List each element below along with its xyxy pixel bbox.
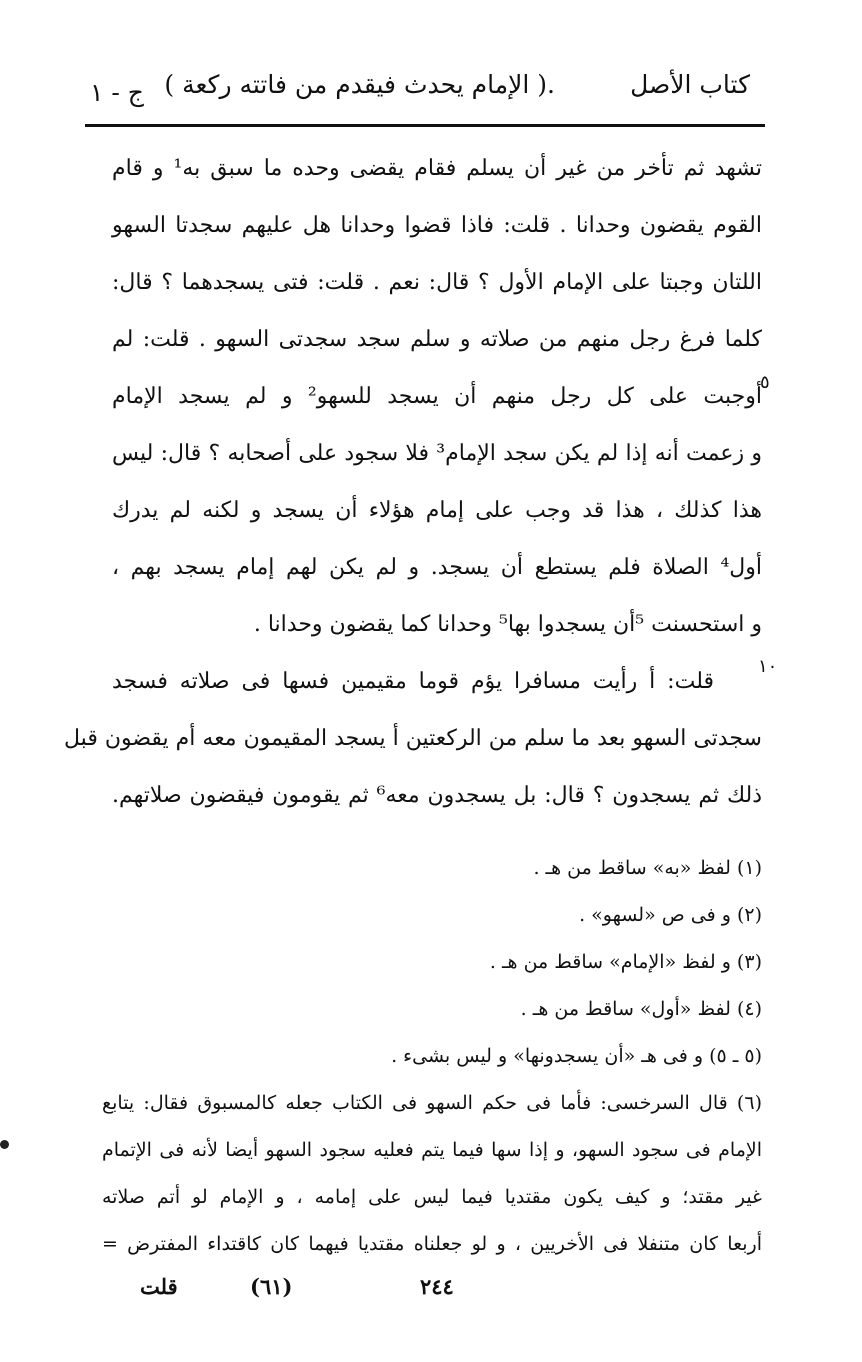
text-line: القوم يقضون وحدانا . قلت: فاذا قضوا وحدانا هل عليهم سجدتا السهو (112, 213, 762, 238)
line-number-5: ٥ (760, 372, 770, 393)
text-line: كلما فرغ رجل منهم من صلاته و سلم سجد سجدتى السهو . قلت: لم (112, 327, 762, 352)
footnotes (102, 845, 762, 1268)
footnote: (٥ ـ ٥) و فى هـ «أن يسجدونها» و ليس بشىء . (391, 1045, 762, 1067)
margin-dot (0, 1140, 9, 1149)
text-line: ذلك ثم يسجدون ؟ قال: بل يسجدون معه⁶ ثم يقومون فيقضون صلاتهم. (112, 783, 763, 808)
footnote: الإمام فى سجود السهو، و إذا سها فيما يتم فعليه سجود السهو أيضا لأنه فى الإتمام (102, 1139, 762, 1161)
chapter-title: .( الإمام يحدث فيقدم من فاتته ركعة ) (164, 70, 555, 99)
book-title: كتاب الأصل (630, 70, 750, 99)
text-line: تشهد ثم تأخر من غير أن يسلم فقام يقضى وحده ما سبق به¹ و قام (112, 156, 763, 181)
signature-number: (٦١) (250, 1274, 293, 1299)
footnote: غير مقتد؛ و كيف يكون مقتديا فيما ليس على إمامه ، و الإمام لو أتم صلاته (102, 1186, 762, 1208)
volume-label: ج - ١ (90, 78, 144, 107)
text-line: اللتان وجبتا على الإمام الأول ؟ قال: نعم . قلت: فتى يسجدهما ؟ قال: (112, 270, 762, 295)
footnote: (٦) قال السرخسى: فأما فى حكم السهو فى الكتاب جعله كالمسبوق فقال: يتابع (102, 1092, 762, 1114)
text-line: و زعمت أنه إذا لم يكن سجد الإمام³ فلا سجود على أصحابه ؟ قال: ليس (112, 441, 762, 466)
text-line: و استحسنت ⁵أن يسجدوا بها⁵ وحدانا كما يقضون وحدانا . (253, 612, 762, 637)
running-header (90, 70, 750, 120)
footnote: (٢) و فى ص «لسهو» . (579, 904, 762, 926)
text-line: سجدتى السهو بعد ما سلم من الركعتين أ يسجد المقيمون معه أم يقضون قبل (64, 726, 762, 751)
text-line: أول⁴ الصلاة فلم يستطع أن يسجد. و لم يكن لهم إمام يسجد بهم ، (112, 555, 762, 580)
text-line: هذا كذلك ، هذا قد وجب على إمام هؤلاء أن يسجد و لكنه لم يدرك (112, 498, 762, 523)
line-number-10: ١٠ (758, 656, 778, 677)
footnote: (٣) و لفظ «الإمام» ساقط من هـ . (489, 951, 762, 973)
catchword: قلت (140, 1274, 178, 1299)
footnote: أربعا كان متنفلا فى الأخريين ، و لو جعلناه مقتديا فيهما كان كاقتداء المفترض = (102, 1233, 762, 1255)
text-line: قلت: أ رأيت مسافرا يؤم قوما مقيمين فسها فى صلاته فسجد (112, 669, 714, 694)
main-text (64, 140, 763, 824)
text-line: أوجبت على كل رجل منهم أن يسجد للسهو² و لم يسجد الإمام (112, 384, 762, 409)
header-rule (85, 124, 765, 127)
footnote: (٤) لفظ «أول» ساقط من هـ . (520, 998, 762, 1020)
footnote: (١) لفظ «به» ساقط من هـ . (533, 857, 762, 879)
page-number: ٢٤٤ (420, 1274, 454, 1299)
page-footer (120, 1274, 720, 1314)
